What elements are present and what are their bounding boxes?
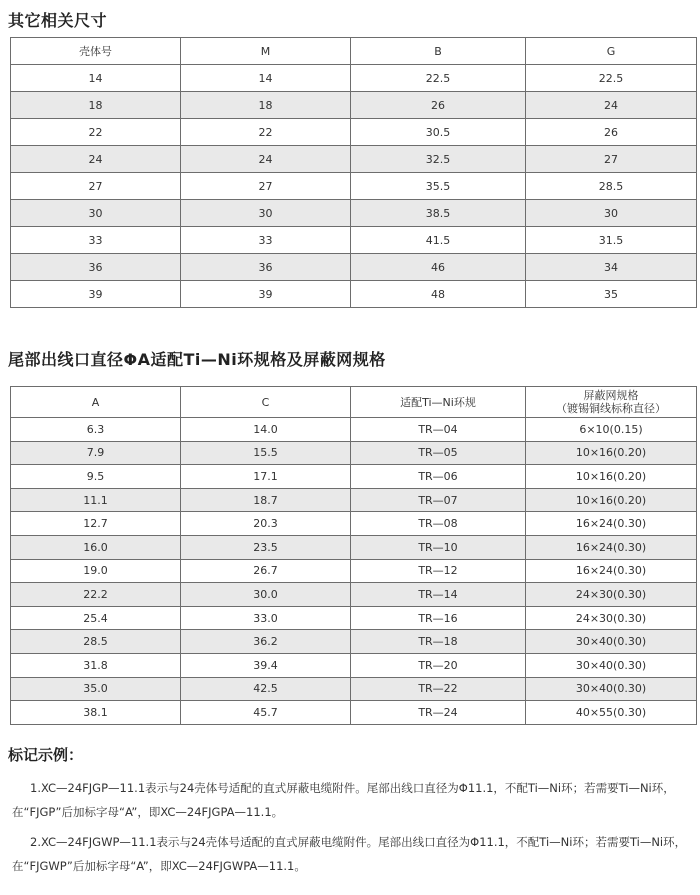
table-cell: 48 [351,281,526,308]
table-cell: 10×16(0.20) [526,441,697,465]
table-cell: 24 [11,146,181,173]
table-cell: 26.7 [181,559,351,583]
table-row [11,418,697,442]
table-cell: 18 [181,92,351,119]
section1-title: 其它相关尺寸 [8,11,108,30]
header-shell-size: 壳体号 [11,38,181,65]
table-row [11,535,697,559]
table-row [11,92,697,119]
table-cell: 27 [11,173,181,200]
table-cell: 24 [526,92,697,119]
table-row [11,254,697,281]
table-cell: 39.4 [181,653,351,677]
table-cell: 10×16(0.20) [526,488,697,512]
table-row [11,465,697,489]
header-shield-spec [526,387,697,418]
table-cell: 12.7 [11,512,181,536]
table-cell: 26 [351,92,526,119]
table-cell: 27 [181,173,351,200]
table-cell: 41.5 [351,227,526,254]
table-row [11,488,697,512]
table-cell: TR—05 [351,441,526,465]
table-cell: 36 [181,254,351,281]
table-cell: 16×24(0.30) [526,559,697,583]
table-cell: TR—06 [351,465,526,489]
table-header-row [11,387,697,418]
table-row [11,173,697,200]
table-cell: 22.2 [11,583,181,607]
table-cell: 36 [11,254,181,281]
table-cell: 33 [181,227,351,254]
table-cell: 22.5 [526,65,697,92]
table-row [11,200,697,227]
table-cell: TR—18 [351,630,526,654]
table-cell: 35.0 [11,677,181,701]
table-cell: 30×40(0.30) [526,630,697,654]
table-row [11,677,697,701]
table-cell: 39 [11,281,181,308]
table-cell: 9.5 [11,465,181,489]
table-cell: TR—22 [351,677,526,701]
table-row [11,653,697,677]
table-row [11,441,697,465]
cable-spec-table [10,386,697,725]
table-cell: 24×30(0.30) [526,583,697,607]
table-cell: 30.0 [181,583,351,607]
table-cell: TR—14 [351,583,526,607]
notes-title: 标记示例： [8,746,84,764]
header-m: M [181,38,351,65]
table-cell: 26 [526,119,697,146]
table-cell: 30×40(0.30) [526,653,697,677]
table-cell: 39 [181,281,351,308]
table-cell: TR—10 [351,535,526,559]
table-cell: 38.5 [351,200,526,227]
table-cell: 16.0 [11,535,181,559]
table-cell: 6.3 [11,418,181,442]
table-cell: 22 [11,119,181,146]
table-cell: 16×24(0.30) [526,535,697,559]
table-cell: 30 [11,200,181,227]
header-g: G [526,38,697,65]
table-cell: TR—16 [351,606,526,630]
table-cell: 28.5 [526,173,697,200]
table-cell: 31.8 [11,653,181,677]
table-cell: 30×40(0.30) [526,677,697,701]
table-cell: 22.5 [351,65,526,92]
dimensions-table [10,37,697,308]
table-cell: TR—07 [351,488,526,512]
table-cell: 20.3 [181,512,351,536]
table-row [11,559,697,583]
table-cell: 14 [11,65,181,92]
table-cell: 40×55(0.30) [526,701,697,725]
table-row [11,227,697,254]
header-ring-spec: 适配Ti—Ni环规 [351,387,526,418]
table-cell: 31.5 [526,227,697,254]
table-cell: TR—24 [351,701,526,725]
table-cell: 35.5 [351,173,526,200]
table-row [11,119,697,146]
header-c: C [181,387,351,418]
table-cell: 22 [181,119,351,146]
table-cell: 7.9 [11,441,181,465]
table-cell: 27 [526,146,697,173]
note-item-1: 1.XC—24FJGP—11.1表示与24壳体号适配的直式屏蔽电缆附件。尾部出线口直径为Φ11.1，不配Ti—Ni环；若需要Ti—Ni环，在“FJGP”后加标字母“A”，即XC—24FJGPA—11.1。 [12,781,675,819]
table-row [11,146,697,173]
table-cell: 28.5 [11,630,181,654]
table-header-row [11,38,697,65]
table-cell: 16×24(0.30) [526,512,697,536]
table-cell: 23.5 [181,535,351,559]
table-row [11,606,697,630]
table-cell: 15.5 [181,441,351,465]
table-cell: 10×16(0.20) [526,465,697,489]
table-cell: 34 [526,254,697,281]
table-cell: 14.0 [181,418,351,442]
table-cell: 36.2 [181,630,351,654]
table-cell: 6×10(0.15) [526,418,697,442]
table-cell: TR—20 [351,653,526,677]
note-item-2: 2.XC—24FJGWP—11.1表示与24壳体号适配的直式屏蔽电缆附件。尾部出线口直径为Φ11.1，不配Ti—Ni环；若需要Ti—Ni环，在“FJGWP”后加标字母“A”，即XC—24FJGWPA—11.1。 [12,835,687,873]
table-cell: 11.1 [11,488,181,512]
table-cell: 24 [181,146,351,173]
table-cell: 24×30(0.30) [526,606,697,630]
table-cell: 35 [526,281,697,308]
table-cell: 46 [351,254,526,281]
table-cell: 30 [181,200,351,227]
table-cell: 18 [11,92,181,119]
header-a: A [11,387,181,418]
table-row [11,281,697,308]
table-row [11,630,697,654]
table-cell: 18.7 [181,488,351,512]
table-cell: 30.5 [351,119,526,146]
table-cell: 32.5 [351,146,526,173]
header-b: B [351,38,526,65]
table-cell: 45.7 [181,701,351,725]
table-cell: TR—12 [351,559,526,583]
table-cell: TR—04 [351,418,526,442]
table-cell: 38.1 [11,701,181,725]
table-cell: 19.0 [11,559,181,583]
table-cell: 14 [181,65,351,92]
header-shield-spec-line1: 屏蔽网规格 [583,389,639,402]
table-cell: 25.4 [11,606,181,630]
header-shield-spec-line2: （镀锡铜线标称直径） [556,402,666,415]
table-cell: 30 [526,200,697,227]
table-row [11,583,697,607]
table-cell: 17.1 [181,465,351,489]
table-cell: 33.0 [181,606,351,630]
section2-title: 尾部出线口直径ΦA适配Ti—Ni环规格及屏蔽网规格 [8,350,386,369]
table-row [11,512,697,536]
table-row [11,65,697,92]
table-cell: 42.5 [181,677,351,701]
table-cell: TR—08 [351,512,526,536]
table-cell: 33 [11,227,181,254]
table-row [11,701,697,725]
